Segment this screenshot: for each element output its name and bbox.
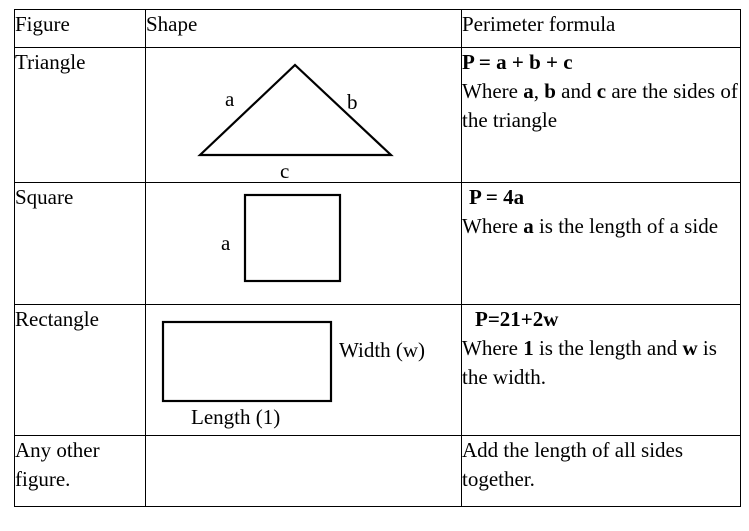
- table-row: [15, 436, 741, 507]
- formula-text: P=21+2w: [475, 307, 559, 331]
- rectangle-shape: [163, 322, 331, 401]
- triangle-shape-cell: [146, 48, 462, 183]
- figure-name: Triangle: [15, 48, 146, 183]
- header-shape: Shape: [146, 10, 462, 48]
- side-a-label: a: [221, 231, 231, 255]
- formula-cell: [462, 48, 741, 183]
- formula-description: Add the length of all sides together.: [462, 438, 684, 491]
- formula-cell: [462, 305, 741, 436]
- table-row: [15, 48, 741, 183]
- square-shape-cell: [146, 183, 462, 305]
- table-row: [15, 305, 741, 436]
- triangle-diagram: [146, 48, 462, 183]
- formula-text: P = 4a: [469, 185, 525, 209]
- formula-description: Where a is the length of a side: [462, 214, 719, 238]
- figure-name: Rectangle: [15, 305, 146, 436]
- header-row: [15, 10, 741, 48]
- perimeter-table: [14, 9, 741, 507]
- formula-description: Where a, b and c are the sides of the triangle: [462, 79, 738, 132]
- header-formula: Perimeter formula: [462, 10, 741, 48]
- header-figure: Figure: [15, 10, 146, 48]
- side-a-label: a: [225, 87, 235, 111]
- square-shape: [245, 195, 340, 281]
- formula-text: P = a + b + c: [462, 50, 573, 74]
- empty-shape-cell: [146, 436, 462, 507]
- figure-name: Any other figure.: [15, 436, 146, 507]
- formula-cell: [462, 436, 741, 507]
- rectangle-shape-cell: [146, 305, 462, 436]
- figure-name: Square: [15, 183, 146, 305]
- square-diagram: [146, 183, 462, 305]
- side-c-label: c: [280, 159, 290, 183]
- formula-description: Where 1 is the length and w is the width.: [462, 336, 717, 389]
- table-row: [15, 183, 741, 305]
- width-label: Width (w): [339, 338, 426, 362]
- formula-cell: [462, 183, 741, 305]
- side-b-label: b: [347, 90, 358, 114]
- length-label: Length (1): [191, 405, 281, 429]
